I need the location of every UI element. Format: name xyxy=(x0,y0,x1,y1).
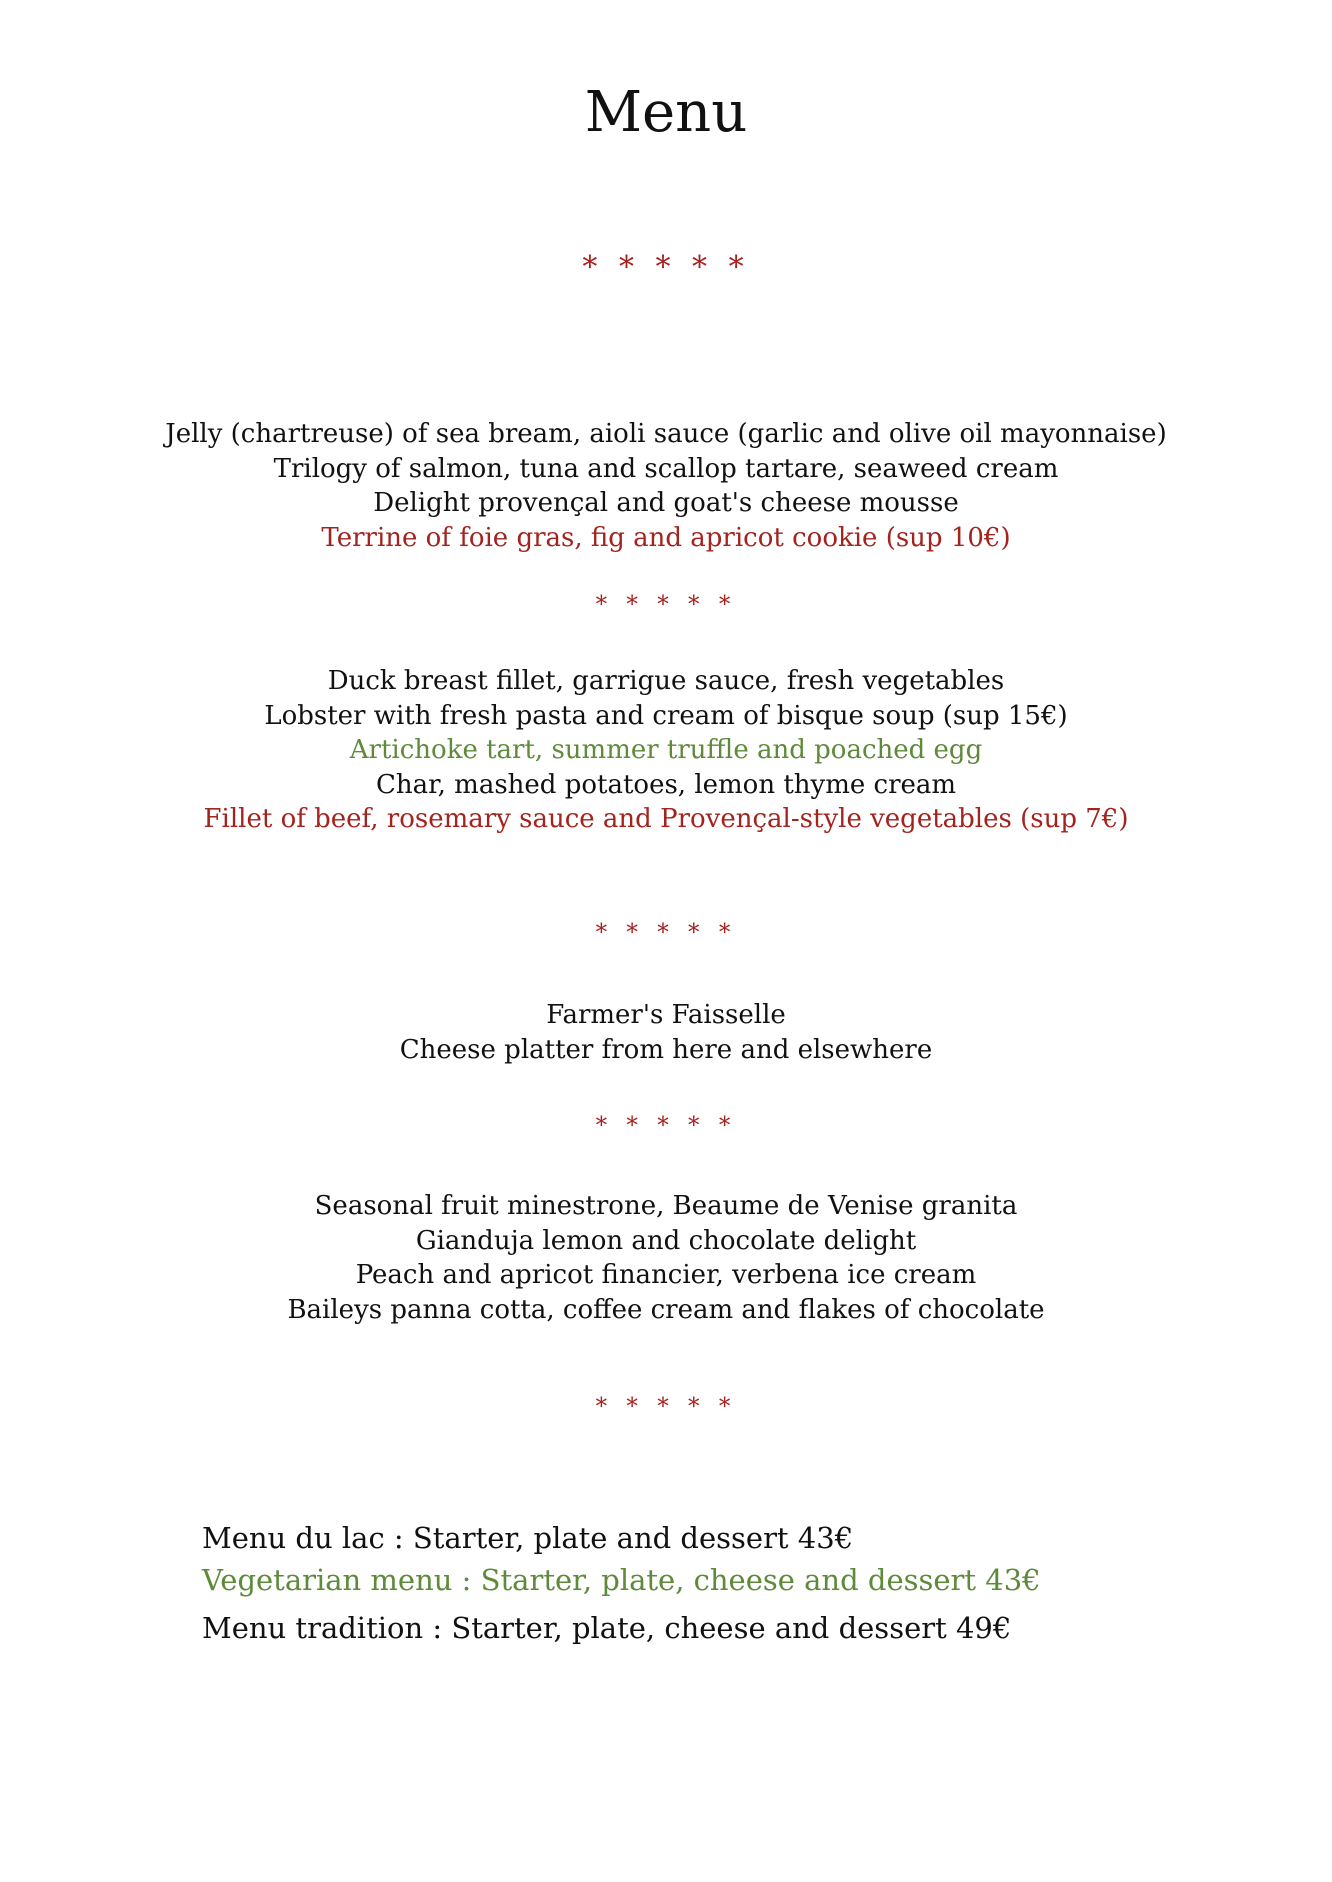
set-menus-list xyxy=(202,1517,1041,1649)
cheese-item: Farmer's Faisselle xyxy=(546,1000,786,1030)
separator-stars: * * * * * xyxy=(595,1113,737,1139)
dessert-item: Seasonal fruit minestrone, Beaume de Venise granita xyxy=(314,1191,1018,1221)
dessert-item: Gianduja lemon and chocolate delight xyxy=(415,1225,917,1256)
starter-item: Delight provençal and goat's cheese mousse xyxy=(373,488,959,518)
starters-section xyxy=(0,417,1332,555)
main-item: Char, mashed potatoes, lemon thyme cream xyxy=(375,769,957,800)
separator-stars: * * * * * xyxy=(595,920,737,946)
starter-item-supplement: Terrine of foie gras, fig and apricot cookie (sup 10€) xyxy=(321,522,1011,553)
starter-item: Trilogy of salmon, tuna and scallop tartare, seaweed cream xyxy=(273,453,1059,484)
main-item: Lobster with fresh pasta and cream of bisque soup (sup 15€) xyxy=(264,700,1068,731)
dessert-item: Peach and apricot financier, verbena ice cream xyxy=(355,1260,977,1290)
desserts-section xyxy=(0,1189,1332,1327)
main-item-supplement: Fillet of beef, rosemary sauce and Provençal-style vegetables (sup 7€) xyxy=(203,804,1129,834)
separator-stars: * * * * * xyxy=(582,250,750,285)
main-item-vegetarian: Artichoke tart, summer truffle and poached egg xyxy=(349,735,983,765)
mains-section xyxy=(0,664,1332,837)
cheese-section xyxy=(0,998,1332,1067)
separator-stars: * * * * * xyxy=(595,592,737,618)
set-menu-tradition: Menu tradition : Starter, plate, cheese and dessert 49€ xyxy=(202,1611,1012,1645)
main-item: Duck breast fillet, garrigue sauce, fresh vegetables xyxy=(327,666,1005,696)
page-title: Menu xyxy=(584,80,748,145)
set-menu-vegetarian: Vegetarian menu : Starter, plate, cheese and dessert 43€ xyxy=(202,1563,1041,1597)
set-menu-du-lac: Menu du lac : Starter, plate and dessert 43€ xyxy=(202,1521,854,1555)
dessert-item: Baileys panna cotta, coffee cream and flakes of chocolate xyxy=(287,1294,1045,1325)
starter-item: Jelly (chartreuse) of sea bream, aioli sauce (garlic and olive oil mayonnaise) xyxy=(165,419,1167,449)
cheese-item: Cheese platter from here and elsewhere xyxy=(399,1034,933,1065)
separator-stars: * * * * * xyxy=(595,1394,737,1420)
